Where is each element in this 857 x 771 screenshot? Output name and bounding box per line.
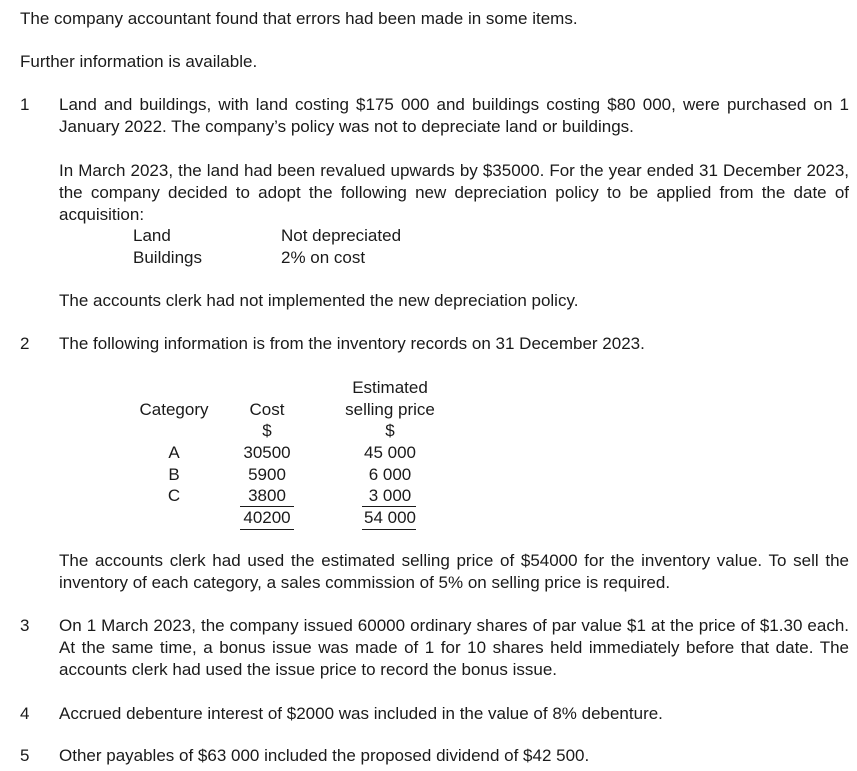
policy-land-label: Land [133, 226, 171, 245]
item-4-para-1: Accrued debenture interest of $2000 was included in the value of 8% debenture. [59, 704, 663, 723]
item-2-para-1: The following information is from the inventory records on 31 December 2023. [59, 334, 645, 353]
item-2-para-2: The accounts clerk had used the estimated selling price of $54000 for the inventory value. To sell the inventory of each category, a sales commission of 5% on selling price is required. [59, 551, 849, 592]
row-category: C [167, 486, 181, 505]
item-5-number: 5 [20, 746, 30, 765]
policy-buildings-value: 2% on cost [281, 248, 366, 267]
total-rule-cost [240, 529, 294, 530]
row-category: B [168, 465, 180, 484]
header-category: Category [139, 400, 209, 419]
item-1-para-3: The accounts clerk had not implemented the new depreciation policy. [59, 291, 579, 310]
intro-line-1: The company accountant found that errors had been made in some items. [20, 9, 578, 28]
intro-line-2: Further information is available. [20, 52, 258, 71]
item-1-para-1: Land and buildings, with land costing $175 000 and buildings costing $80 000, were purchased on 1 January 2022. The company’s policy was not to depreciate land or buildings. [59, 95, 849, 136]
item-3-number: 3 [20, 616, 30, 635]
total-esp: 54 000 [364, 508, 416, 527]
item-1-number: 1 [20, 95, 30, 114]
row-cost: 30500 [243, 443, 291, 462]
policy-land-value: Not depreciated [281, 226, 402, 245]
header-esp-line-2: selling price [345, 400, 435, 419]
total-rule-esp [362, 529, 416, 530]
total-cost: 40200 [243, 508, 291, 527]
row-category: A [168, 443, 180, 462]
row-cost: 3800 [248, 486, 286, 505]
row-esp: 45 000 [364, 443, 416, 462]
item-4-number: 4 [20, 704, 30, 723]
item-3-para-1: On 1 March 2023, the company issued 60000 ordinary shares of par value $1 at the price of $1.30 each. At the same time, a bonus issue was made of 1 for 10 shares held immediately before that date. The accounts clerk had used the issue price to record the bonus issue. [59, 616, 849, 679]
header-esp-line-1: Estimated [352, 378, 428, 397]
row-esp: 3 000 [368, 486, 412, 505]
policy-buildings-label: Buildings [133, 248, 202, 267]
unit-cost: $ [262, 421, 272, 440]
row-esp: 6 000 [368, 465, 412, 484]
row-cost: 5900 [248, 465, 286, 484]
unit-esp: $ [385, 421, 395, 440]
item-2-number: 2 [20, 334, 30, 353]
item-1-para-2: In March 2023, the land had been revalued upwards by $35000. For the year ended 31 December 2023, the company decided to adopt the following new depreciation policy to be applied from the date of acquisition: [59, 161, 849, 224]
item-5-para-1: Other payables of $63 000 included the proposed dividend of $42 500. [59, 746, 590, 765]
header-cost: Cost [249, 400, 285, 419]
